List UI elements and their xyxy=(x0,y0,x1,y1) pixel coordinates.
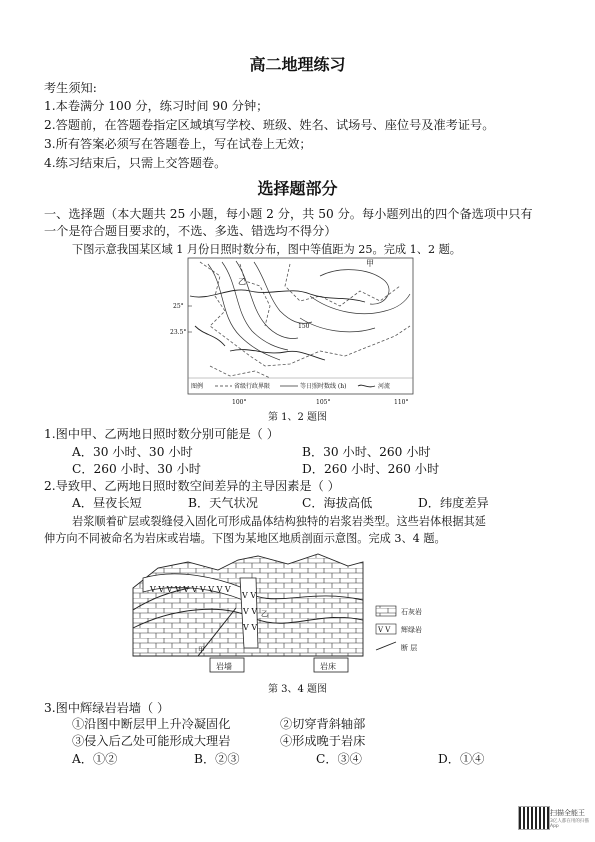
isoline-value-label: 150 xyxy=(298,323,310,330)
option-c: C．260 小时、30 小时 xyxy=(72,462,201,476)
option-b: B．30 小时、260 小时 xyxy=(302,445,431,459)
point-label-yi: 乙 xyxy=(261,610,268,618)
option-a: A．30 小时、30 小时 xyxy=(72,445,193,459)
legend-boundary: 省级行政界限 xyxy=(234,383,271,390)
svg-text:V V: V V xyxy=(243,607,258,616)
legend-diabase: 辉绿岩 xyxy=(401,626,422,634)
notice-heading: 考生须知: xyxy=(44,81,97,95)
legend-river: 河流 xyxy=(378,383,391,390)
question-stem: 2.导致甲、乙两地日照时数空间差异的主导因素是（ ） xyxy=(44,479,340,493)
point-jia-label: 甲 xyxy=(366,259,374,268)
option-c: C．③④ xyxy=(316,752,362,766)
option-c: C．海拔高低 xyxy=(302,496,373,510)
svg-text:V V: V V xyxy=(378,626,391,634)
dike-label: 岩墙 xyxy=(216,662,232,671)
lon-label: 100° xyxy=(232,399,247,406)
option-d: D．260 小时、260 小时 xyxy=(302,462,440,476)
question-stem: 1.图中甲、乙两地日照时数分别可能是（ ） xyxy=(44,427,279,441)
legend-isoline: 等日照时数线 (h) xyxy=(300,383,347,390)
statement-item: ②切穿背斜轴部 xyxy=(280,717,366,731)
point-yi-label: 乙 xyxy=(238,277,246,286)
option-a: A．昼夜长短 xyxy=(72,496,142,510)
geology-section xyxy=(128,548,458,678)
passage-line: 伸方向不同被命名为岩床或岩墙。下图为某地区地质剖面示意图。完成 3、4 题。 xyxy=(44,532,446,545)
figure-caption: 第 3、4 题图 xyxy=(267,684,328,695)
statement-item: ③侵入后乙处可能形成大理岩 xyxy=(72,734,231,748)
question-stem: 3.图中辉绿岩岩墙（ ） xyxy=(44,701,170,715)
passage-line: 岩浆顺着矿层或裂缝侵入固化可形成晶体结构独特的岩浆岩类型。这些岩体根据其延 xyxy=(72,515,486,528)
svg-text:V V V V V V V V V V: V V V V V V V V V V xyxy=(150,585,231,594)
part-intro: 一、选择题（本大题共 25 小题，每小题 2 分，共 50 分。每小题列出的四个备选项中只有 xyxy=(44,207,533,221)
legend-title: 图例 xyxy=(191,383,204,390)
part-intro: 一个是符合题目要求的，不选、多选、错选均不得分） xyxy=(44,224,337,238)
lon-label: 105° xyxy=(316,399,331,406)
notice-item: 1.本卷满分 100 分，练习时间 90 分钟； xyxy=(44,99,269,113)
option-d: D．纬度差异 xyxy=(418,496,489,510)
legend-fault: 断 层 xyxy=(401,644,418,652)
page-title: 高二地理练习 xyxy=(249,55,346,74)
notice-item: 3.所有答案必须写在答题卷上，写在试卷上无效； xyxy=(44,137,312,151)
section-title: 选择题部分 xyxy=(257,179,338,198)
legend-limestone: 石灰岩 xyxy=(401,608,422,616)
sunshine-map xyxy=(170,256,415,408)
lat-label: 25° xyxy=(173,303,184,310)
notice-item: 2.答题前，在答题卷指定区域填写学校、班级、姓名、试场号、座位号及准考证号。 xyxy=(44,118,495,132)
scanner-brand-sub: 3亿人都在用的扫描App xyxy=(550,819,589,829)
lon-label: 110° xyxy=(394,399,409,406)
option-d: D．①④ xyxy=(438,752,485,766)
option-b: B．②③ xyxy=(194,752,240,766)
scanner-brand: 扫描全能王 xyxy=(550,809,585,817)
option-b: B．天气状况 xyxy=(188,496,258,510)
statement-item: ④形成晚于岩床 xyxy=(280,734,366,748)
option-a: A．①② xyxy=(72,752,118,766)
lat-label: 23.5° xyxy=(170,329,187,336)
svg-text:V V: V V xyxy=(242,591,257,600)
fault-label-jia: 甲 xyxy=(198,646,205,654)
figure-caption: 第 1、2 题图 xyxy=(267,412,328,423)
svg-text:V V: V V xyxy=(243,623,258,632)
statement-item: ①沿图中断层甲上升冷凝固化 xyxy=(72,717,231,731)
sill-label: 岩床 xyxy=(320,662,336,671)
qr-code-icon xyxy=(518,806,550,830)
notice-item: 4.练习结束后，只需上交答题卷。 xyxy=(44,156,227,170)
question-stem: 下图示意我国某区域 1 月份日照时数分布，图中等值距为 25。完成 1、2 题。 xyxy=(72,243,461,256)
